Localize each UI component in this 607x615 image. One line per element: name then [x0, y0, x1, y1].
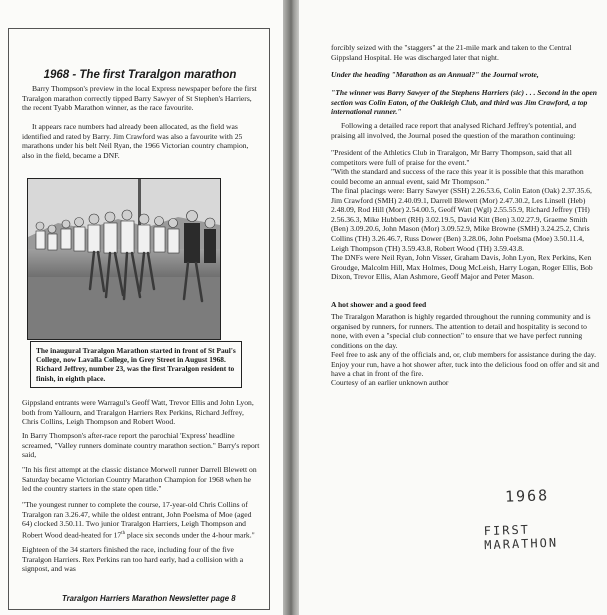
paragraph-president-quote: "President of the Athletics Club in Traralgon, Mr Barry Thompson, said that all competitors were full of praise for the event." — [331, 148, 572, 167]
paragraph-annual-event: "With the standard and success of the race this year it is possible that this marathon could become an annual event, said Mr Thompson." — [331, 167, 584, 186]
paragraph-race-numbers: It appears race numbers had already been allocated, as the field was identified and rated by Barry. Jim Crawford was also a favourite with 25 marathons under his belt Neil Ryan, the 1966 Victorian country champion, also in the field, became a DNF. — [22, 122, 249, 160]
photo-caption: The inaugural Traralgon Marathon started in front of St Paul's College, now Lavalla College, in Grey Street in August 1968. Richard Jeffrey, number 23, was the first Traralgon resident to finish, in eighth place. — [30, 341, 242, 388]
journal-heading: Under the heading "Marathon as an Annual?" the Journal wrote, — [331, 70, 539, 79]
handwritten-year: 1968 — [504, 486, 550, 506]
newsletter-footer: Traralgon Harriers Marathon Newsletter page 8 — [62, 594, 236, 603]
paragraph-final-placings: The final placings were: Barry Sawyer (SSH) 2.26.53.6, Colin Eaton (Oak) 2.37.35.6, Jim Crawford (SMH) 2.40.09.1, Darrell Blewett (Mor) 2.47.30.2, Les Linsell (Heb) 2.48.09, Rod Hill (Mor) 2.54.00.5, Geoff Watt (Wgl) 2.55.55.9, Richard Jeffrey (TH) 2.56.36.3, Mike Hubbert (RH) 3.02.19.5, David Kitt (Ben) 3.02.27.9, Graeme Smith (Ben) 3.09.20.6, John Mason (Mor) 3.09.52.9, Mike Browne (SMH) 3.24.25.2, Chris Collins (TH) 3.26.46.7, Russ Dower (Ben) 3.28.06, John Poelsma (Moe) 3.50.11.4, Leigh Thompson (TH) 3.59.43.8, Robert Wood (TH) 3.59.43.8. — [331, 186, 592, 253]
race-start-photo — [27, 178, 221, 340]
journal-quote: "The winner was Barry Sawyer of the Stephens Harriers (sic) . . . Second in the open section was Colin Eaton, of the Oakleigh Club, and third was Jim Crawford, a top international runner." — [331, 88, 598, 117]
paragraph-enjoy-run: Feel free to ask any of the officials and, or, club members for assistance during the day. Enjoy your run, have a hot shower after, tuck into the delicious food on offer and sit and have a chat in front of the fire. — [331, 350, 600, 379]
right-page — [299, 0, 607, 615]
section-heading-hot-shower: A hot shower and a good feed — [331, 300, 427, 309]
paragraph-hospital: forcibly seized with the "staggers" at the 21-mile mark and taken to the Central Gippsland Hospital. He was discharged later that night. — [331, 43, 572, 62]
paragraph-express-report: In Barry Thompson's after-race report the parochial 'Express' headline screamed, "Valley runners dominate country marathon section." Barry's report said, — [22, 431, 260, 460]
paragraph-journal-question: Following a detailed race report that analysed Richard Jeffrey's potential, and praising all involved, the Journal posed the question of the marathon continuing: — [331, 121, 577, 140]
quote-youngest-end: place six seconds under the 4-hour mark." — [125, 530, 255, 540]
handwritten-label: FIRST MARATHON — [483, 522, 559, 553]
author-credit: Courtesy of an earlier unknown author — [331, 378, 449, 387]
paragraph-gippsland-entrants: Gippsland entrants were Warragul's Geoff Watt, Trevor Ellis and John Lyon, both from Yallourn, and Traralgon Harriers Rex Perkins, Richard Jeffrey, Chris Collins, Leigh Thompson and Robert Wood. — [22, 398, 254, 427]
quote-youngest-text: "The youngest runner to complete the course, 17-year-old Chris Collins of Traralgon ran 3.26.47, while the oldest entrant, John Poelsma of Moe (aged 64) clocked 3.50.11. Two junior Traralgon Harriers, Leigh Thompson and Robert Wood dead-heated for 17 — [22, 500, 252, 540]
paragraph-quote-blewett: "In his first attempt at the classic distance Morwell runner Darrell Blewett on Saturday became Victorian Country Marathon Champion for 1968 when he led the country starters in the state open title." — [22, 465, 257, 494]
left-page — [0, 0, 291, 615]
ordinal-suffix: th — [121, 530, 126, 536]
paragraph-preview: Barry Thompson's preview in the local Express newspaper before the first Traralgon marathon correctly tipped Barry Sawyer of St Stephen's Harriers, the recent Tyabb Marathon winner, as the race favourite. — [22, 84, 257, 113]
paragraph-hospitality: The Traralgon Marathon is highly regarded throughout the running community and is organised by runners, for runners. The attention to detail and hospitality is second to none, with even a "special club connection" to ensure that we have perfect running conditions on the day. — [331, 312, 591, 350]
paragraph-dnfs: The DNFs were Neil Ryan, John Visser, Graham Davis, John Lyon, Rex Perkins, Ken Groudge, Malcolm Hill, Max Holmes, Doug McLeish, Harry Logan, Roger Ellis, Bob Dixon, Trevor Ellis, Alan Ashmore, Geoff Major and Peter Mason. — [331, 253, 593, 282]
paragraph-finishers: Eighteen of the 34 starters finished the race, including four of the five Traralgon Harriers. Rex Perkins ran too hard early, had a collision with a signpost, and was — [22, 545, 244, 574]
paragraph-quote-youngest — [22, 500, 262, 540]
article-title: 1968 - The first Traralgon marathon — [43, 69, 237, 81]
